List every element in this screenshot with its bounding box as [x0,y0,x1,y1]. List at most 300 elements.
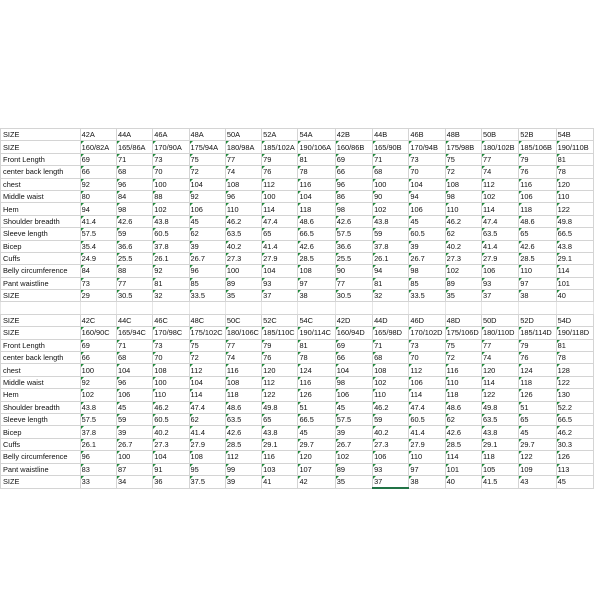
value-cell[interactable]: 76 [519,166,556,178]
value-cell[interactable]: 112 [262,376,298,388]
row-label-cell[interactable]: Shoulder breadth [1,401,81,413]
value-cell[interactable]: 26.7 [116,438,152,450]
value-cell[interactable]: 170/94B [409,141,445,153]
value-cell[interactable]: 69 [80,339,116,351]
value-cell[interactable]: 46.2 [445,215,481,227]
empty-cell[interactable] [481,302,518,314]
value-cell[interactable]: 103 [262,463,298,475]
value-cell[interactable]: 113 [556,463,593,475]
value-cell[interactable]: 88 [116,265,152,277]
value-cell[interactable]: 26.1 [80,438,116,450]
value-cell[interactable]: 85 [189,277,225,289]
row-label-cell[interactable]: SIZE [1,327,81,339]
value-cell[interactable]: 71 [373,153,409,165]
row-label-cell[interactable]: Hem [1,389,81,401]
value-cell[interactable]: 175/102C [189,327,225,339]
value-cell[interactable]: 28.5 [445,438,481,450]
value-cell[interactable]: 28.5 [519,252,556,264]
value-cell[interactable]: 110 [445,376,481,388]
value-cell[interactable]: 185/106B [519,141,556,153]
value-cell[interactable]: 118 [298,203,335,215]
value-cell[interactable]: 165/94C [116,327,152,339]
row-label-cell[interactable]: Middle waist [1,376,81,388]
value-cell[interactable]: 36 [153,475,189,488]
value-cell[interactable]: 42B [335,129,372,141]
row-label-cell[interactable]: Cuffs [1,438,81,450]
value-cell[interactable]: 100 [262,190,298,202]
value-cell[interactable]: 106 [409,376,445,388]
value-cell[interactable]: 52C [262,314,298,326]
value-cell[interactable]: 104 [335,364,372,376]
value-cell[interactable]: 104 [409,178,445,190]
row-label-cell[interactable]: center back length [1,352,81,364]
value-cell[interactable]: 77 [335,277,372,289]
value-cell[interactable]: 116 [262,451,298,463]
value-cell[interactable]: 122 [556,203,593,215]
value-cell[interactable]: 108 [189,451,225,463]
value-cell[interactable]: 100 [153,376,189,388]
value-cell[interactable]: 28.5 [298,252,335,264]
value-cell[interactable]: 120 [298,451,335,463]
value-cell[interactable]: 112 [225,451,261,463]
value-cell[interactable]: 38 [409,475,445,488]
value-cell[interactable]: 42A [80,129,116,141]
value-cell[interactable]: 48B [445,129,481,141]
value-cell[interactable]: 89 [225,277,261,289]
value-cell[interactable]: 79 [262,339,298,351]
value-cell[interactable]: 52B [519,129,556,141]
value-cell[interactable]: 46B [409,129,445,141]
value-cell[interactable]: 79 [519,339,556,351]
value-cell[interactable]: 59 [116,413,152,425]
value-cell[interactable]: 106 [481,265,518,277]
row-label-cell[interactable]: center back length [1,166,81,178]
value-cell[interactable]: 108 [225,376,261,388]
value-cell[interactable]: 104 [153,451,189,463]
value-cell[interactable]: 110 [153,389,189,401]
value-cell[interactable]: 40.2 [153,426,189,438]
value-cell[interactable]: 24.9 [80,252,116,264]
empty-cell[interactable] [189,302,225,314]
value-cell[interactable]: 108 [225,178,261,190]
row-label-cell[interactable]: Hem [1,203,81,215]
value-cell[interactable]: 75 [445,153,481,165]
value-cell[interactable]: 122 [556,376,593,388]
value-cell[interactable]: 32 [153,290,189,302]
value-cell[interactable]: 128 [556,364,593,376]
value-cell[interactable]: 90 [373,190,409,202]
value-cell[interactable]: 190/118D [556,327,593,339]
value-cell[interactable]: 97 [298,277,335,289]
value-cell[interactable]: 124 [298,364,335,376]
row-label-cell[interactable]: Pant waistline [1,463,81,475]
value-cell[interactable]: 30.3 [556,438,593,450]
value-cell[interactable]: 76 [519,352,556,364]
value-cell[interactable]: 97 [519,277,556,289]
value-cell[interactable]: 27.9 [189,438,225,450]
value-cell[interactable]: 26.7 [409,252,445,264]
value-cell[interactable]: 77 [225,153,261,165]
value-cell[interactable]: 36.6 [335,240,372,252]
value-cell[interactable]: 102 [373,203,409,215]
value-cell[interactable]: 38 [298,290,335,302]
value-cell[interactable]: 41.4 [481,240,518,252]
value-cell[interactable]: 70 [409,166,445,178]
empty-cell[interactable] [298,302,335,314]
value-cell[interactable]: 35 [225,290,261,302]
value-cell[interactable]: 98 [445,190,481,202]
value-cell[interactable]: 165/90B [373,141,409,153]
value-cell[interactable]: 37.8 [80,426,116,438]
empty-cell[interactable] [409,302,445,314]
value-cell[interactable]: 98 [335,203,372,215]
value-cell[interactable]: 33 [80,475,116,488]
row-label-cell[interactable]: Middle waist [1,190,81,202]
value-cell[interactable]: 66.5 [556,413,593,425]
value-cell[interactable]: 75 [189,153,225,165]
value-cell[interactable]: 47.4 [189,401,225,413]
empty-cell[interactable] [373,302,409,314]
value-cell[interactable]: 100 [225,265,261,277]
value-cell[interactable]: 42.6 [519,240,556,252]
empty-cell[interactable] [445,302,481,314]
value-cell[interactable]: 124 [519,364,556,376]
value-cell[interactable]: 65 [519,413,556,425]
value-cell[interactable]: 48A [189,129,225,141]
value-cell[interactable]: 130 [556,389,593,401]
value-cell[interactable]: 40.2 [373,426,409,438]
value-cell[interactable]: 62 [189,413,225,425]
value-cell[interactable]: 51 [298,401,335,413]
value-cell[interactable]: 106 [335,389,372,401]
value-cell[interactable]: 30.5 [335,290,372,302]
row-label-cell[interactable]: Bicep [1,426,81,438]
value-cell[interactable]: 45 [519,426,556,438]
value-cell[interactable]: 40.2 [225,240,261,252]
value-cell[interactable]: 90 [335,265,372,277]
value-cell[interactable]: 57.5 [335,228,372,240]
empty-cell[interactable] [335,302,372,314]
value-cell[interactable]: 102 [481,190,518,202]
row-label-cell[interactable]: chest [1,364,81,376]
value-cell[interactable]: 101 [556,277,593,289]
value-cell[interactable]: 112 [262,178,298,190]
value-cell[interactable]: 34 [116,475,152,488]
value-cell[interactable]: 37.8 [373,240,409,252]
value-cell[interactable]: 114 [189,389,225,401]
value-cell[interactable]: 43.8 [373,215,409,227]
value-cell[interactable]: 120 [481,364,518,376]
value-cell[interactable]: 45 [298,426,335,438]
value-cell[interactable]: 108 [153,364,189,376]
value-cell[interactable]: 72 [445,352,481,364]
value-cell[interactable]: 66.5 [556,228,593,240]
value-cell[interactable]: 104 [189,178,225,190]
value-cell[interactable]: 38 [519,290,556,302]
value-cell[interactable]: 100 [116,451,152,463]
row-label-cell[interactable]: Bicep [1,240,81,252]
value-cell[interactable]: 78 [556,352,593,364]
value-cell[interactable]: 29.1 [556,252,593,264]
value-cell[interactable]: 101 [445,463,481,475]
value-cell[interactable]: 37 [262,290,298,302]
value-cell[interactable]: 50B [481,129,518,141]
value-cell[interactable]: 92 [189,190,225,202]
value-cell[interactable]: 106 [373,451,409,463]
value-cell[interactable]: 43.8 [153,215,189,227]
value-cell[interactable]: 108 [445,178,481,190]
value-cell[interactable]: 42.6 [445,426,481,438]
value-cell[interactable]: 25.5 [116,252,152,264]
value-cell[interactable]: 94 [80,203,116,215]
value-cell[interactable]: 41.5 [481,475,518,488]
value-cell[interactable]: 106 [519,190,556,202]
value-cell[interactable]: 78 [298,166,335,178]
value-cell[interactable]: 118 [519,376,556,388]
value-cell[interactable]: 106 [409,203,445,215]
value-cell[interactable]: 81 [556,339,593,351]
value-cell[interactable]: 107 [298,463,335,475]
value-cell[interactable]: 92 [153,265,189,277]
value-cell[interactable]: 71 [116,153,152,165]
value-cell[interactable]: 81 [298,339,335,351]
value-cell[interactable]: 110 [409,451,445,463]
value-cell[interactable]: 27.3 [373,438,409,450]
empty-cell[interactable] [225,302,261,314]
value-cell[interactable]: 47.4 [409,401,445,413]
empty-cell[interactable] [262,302,298,314]
value-cell[interactable]: 29.1 [262,438,298,450]
row-label-cell[interactable]: SIZE [1,129,81,141]
value-cell[interactable]: 112 [481,178,518,190]
value-cell[interactable]: 49.8 [556,215,593,227]
value-cell[interactable]: 77 [481,339,518,351]
value-cell[interactable]: 102 [373,376,409,388]
value-cell[interactable]: 79 [519,153,556,165]
value-cell[interactable]: 175/94A [189,141,225,153]
value-cell[interactable]: 122 [262,389,298,401]
value-cell[interactable]: 78 [556,166,593,178]
value-cell[interactable]: 120 [262,364,298,376]
value-cell[interactable]: 118 [481,451,518,463]
value-cell[interactable]: 116 [445,364,481,376]
value-cell[interactable]: 81 [153,277,189,289]
value-cell[interactable]: 114 [481,376,518,388]
value-cell[interactable]: 44B [373,129,409,141]
value-cell[interactable]: 44C [116,314,152,326]
empty-cell[interactable] [80,302,116,314]
value-cell[interactable]: 39 [335,426,372,438]
row-label-cell[interactable]: SIZE [1,290,81,302]
value-cell[interactable]: 180/102B [481,141,518,153]
value-cell[interactable]: 65 [262,228,298,240]
value-cell[interactable]: 88 [153,190,189,202]
value-cell[interactable]: 70 [409,352,445,364]
value-cell[interactable]: 185/102A [262,141,298,153]
value-cell[interactable]: 75 [189,339,225,351]
value-cell[interactable]: 92 [80,376,116,388]
value-cell[interactable]: 72 [445,166,481,178]
value-cell[interactable]: 27.3 [445,252,481,264]
value-cell[interactable]: 48.6 [225,401,261,413]
value-cell[interactable]: 28.5 [225,438,261,450]
value-cell[interactable]: 92 [80,178,116,190]
value-cell[interactable]: 73 [409,339,445,351]
value-cell[interactable]: 54D [556,314,593,326]
value-cell[interactable]: 43 [519,475,556,488]
row-label-cell[interactable]: Belly circumference [1,451,81,463]
value-cell[interactable]: 79 [262,153,298,165]
value-cell[interactable]: 86 [335,190,372,202]
value-cell[interactable]: 110 [556,190,593,202]
row-label-cell[interactable]: chest [1,178,81,190]
value-cell[interactable]: 120 [556,178,593,190]
value-cell[interactable]: 35 [445,290,481,302]
value-cell[interactable]: 170/98C [153,327,189,339]
value-cell[interactable]: 122 [519,451,556,463]
value-cell[interactable]: 116 [225,364,261,376]
value-cell[interactable]: 44D [373,314,409,326]
value-cell[interactable]: 62 [445,228,481,240]
value-cell[interactable]: 62 [189,228,225,240]
value-cell[interactable]: 46.2 [373,401,409,413]
value-cell[interactable]: 104 [298,190,335,202]
value-cell[interactable]: 66 [80,166,116,178]
value-cell[interactable]: 65 [262,413,298,425]
empty-cell[interactable] [556,302,593,314]
value-cell[interactable]: 52.2 [556,401,593,413]
value-cell[interactable]: 89 [335,463,372,475]
value-cell[interactable]: 27.9 [481,252,518,264]
value-cell[interactable]: 73 [409,153,445,165]
value-cell[interactable]: 42D [335,314,372,326]
value-cell[interactable]: 57.5 [80,228,116,240]
value-cell[interactable]: 75 [445,339,481,351]
value-cell[interactable]: 180/110D [481,327,518,339]
value-cell[interactable]: 110 [519,265,556,277]
value-cell[interactable]: 126 [556,451,593,463]
value-cell[interactable]: 37 [481,290,518,302]
value-cell[interactable]: 118 [225,389,261,401]
value-cell[interactable]: 78 [298,352,335,364]
value-cell[interactable]: 95 [189,463,225,475]
value-cell[interactable]: 46A [153,129,189,141]
value-cell[interactable]: 160/94D [335,327,372,339]
value-cell[interactable]: 29.1 [481,438,518,450]
value-cell[interactable]: 104 [116,364,152,376]
value-cell[interactable]: 43.8 [80,401,116,413]
value-cell[interactable]: 108 [298,265,335,277]
value-cell[interactable]: 185/114D [519,327,556,339]
value-cell[interactable]: 74 [481,166,518,178]
value-cell[interactable]: 190/114C [298,327,335,339]
value-cell[interactable]: 68 [116,166,152,178]
value-cell[interactable]: 106 [189,203,225,215]
value-cell[interactable]: 118 [445,389,481,401]
row-label-cell[interactable]: Front Length [1,339,81,351]
value-cell[interactable]: 122 [481,389,518,401]
value-cell[interactable]: 40 [445,475,481,488]
value-cell[interactable]: 46.2 [153,401,189,413]
value-cell[interactable]: 39 [189,240,225,252]
value-cell[interactable]: 94 [373,265,409,277]
value-cell[interactable]: 52D [519,314,556,326]
value-cell[interactable]: 112 [189,364,225,376]
value-cell[interactable]: 54C [298,314,335,326]
value-cell[interactable]: 45 [409,215,445,227]
row-label-cell[interactable]: SIZE [1,314,81,326]
value-cell[interactable]: 100 [373,178,409,190]
value-cell[interactable]: 69 [335,153,372,165]
value-cell[interactable]: 41.4 [80,215,116,227]
value-cell[interactable]: 41.4 [262,240,298,252]
value-cell[interactable]: 96 [116,178,152,190]
value-cell[interactable]: 116 [519,178,556,190]
value-cell[interactable]: 93 [481,277,518,289]
value-cell[interactable]: 44A [116,129,152,141]
value-cell[interactable]: 66 [80,352,116,364]
value-cell[interactable]: 81 [298,153,335,165]
value-cell[interactable]: 39 [409,240,445,252]
value-cell[interactable]: 71 [116,339,152,351]
value-cell[interactable]: 72 [189,166,225,178]
value-cell[interactable]: 102 [80,389,116,401]
value-cell[interactable]: 73 [153,339,189,351]
value-cell[interactable]: 42.6 [225,426,261,438]
value-cell[interactable]: 37.8 [153,240,189,252]
empty-cell[interactable] [1,302,81,314]
value-cell[interactable]: 175/98B [445,141,481,153]
value-cell[interactable]: 48C [189,314,225,326]
value-cell[interactable]: 68 [373,352,409,364]
value-cell[interactable]: 41.4 [189,426,225,438]
value-cell[interactable]: 160/90C [80,327,116,339]
value-cell[interactable]: 165/86A [116,141,152,153]
row-label-cell[interactable]: Pant waistline [1,277,81,289]
value-cell[interactable]: 48.6 [519,215,556,227]
value-cell[interactable]: 29.7 [519,438,556,450]
value-cell[interactable]: 110 [373,389,409,401]
value-cell[interactable]: 66 [335,166,372,178]
value-cell[interactable]: 45 [556,475,593,488]
value-cell[interactable]: 43.8 [262,426,298,438]
value-cell[interactable]: 60.5 [409,228,445,240]
value-cell[interactable]: 81 [556,153,593,165]
value-cell[interactable]: 36.6 [116,240,152,252]
value-cell[interactable]: 71 [373,339,409,351]
value-cell[interactable]: 69 [335,339,372,351]
value-cell[interactable]: 126 [298,389,335,401]
value-cell[interactable]: 106 [116,389,152,401]
value-cell[interactable]: 49.8 [481,401,518,413]
value-cell[interactable]: 190/110B [556,141,593,153]
value-cell[interactable]: 118 [519,203,556,215]
value-cell[interactable]: 42.6 [116,215,152,227]
value-cell[interactable]: 77 [116,277,152,289]
value-cell[interactable]: 47.4 [481,215,518,227]
value-cell[interactable]: 68 [373,166,409,178]
empty-cell[interactable] [116,302,152,314]
value-cell[interactable]: 57.5 [335,413,372,425]
value-cell[interactable]: 110 [225,203,261,215]
value-cell[interactable]: 54A [298,129,335,141]
value-cell[interactable]: 33.5 [189,290,225,302]
value-cell[interactable]: 39 [225,475,261,488]
value-cell[interactable]: 42.6 [335,215,372,227]
value-cell[interactable]: 77 [225,339,261,351]
value-cell[interactable]: 59 [116,228,152,240]
value-cell[interactable]: 77 [481,153,518,165]
